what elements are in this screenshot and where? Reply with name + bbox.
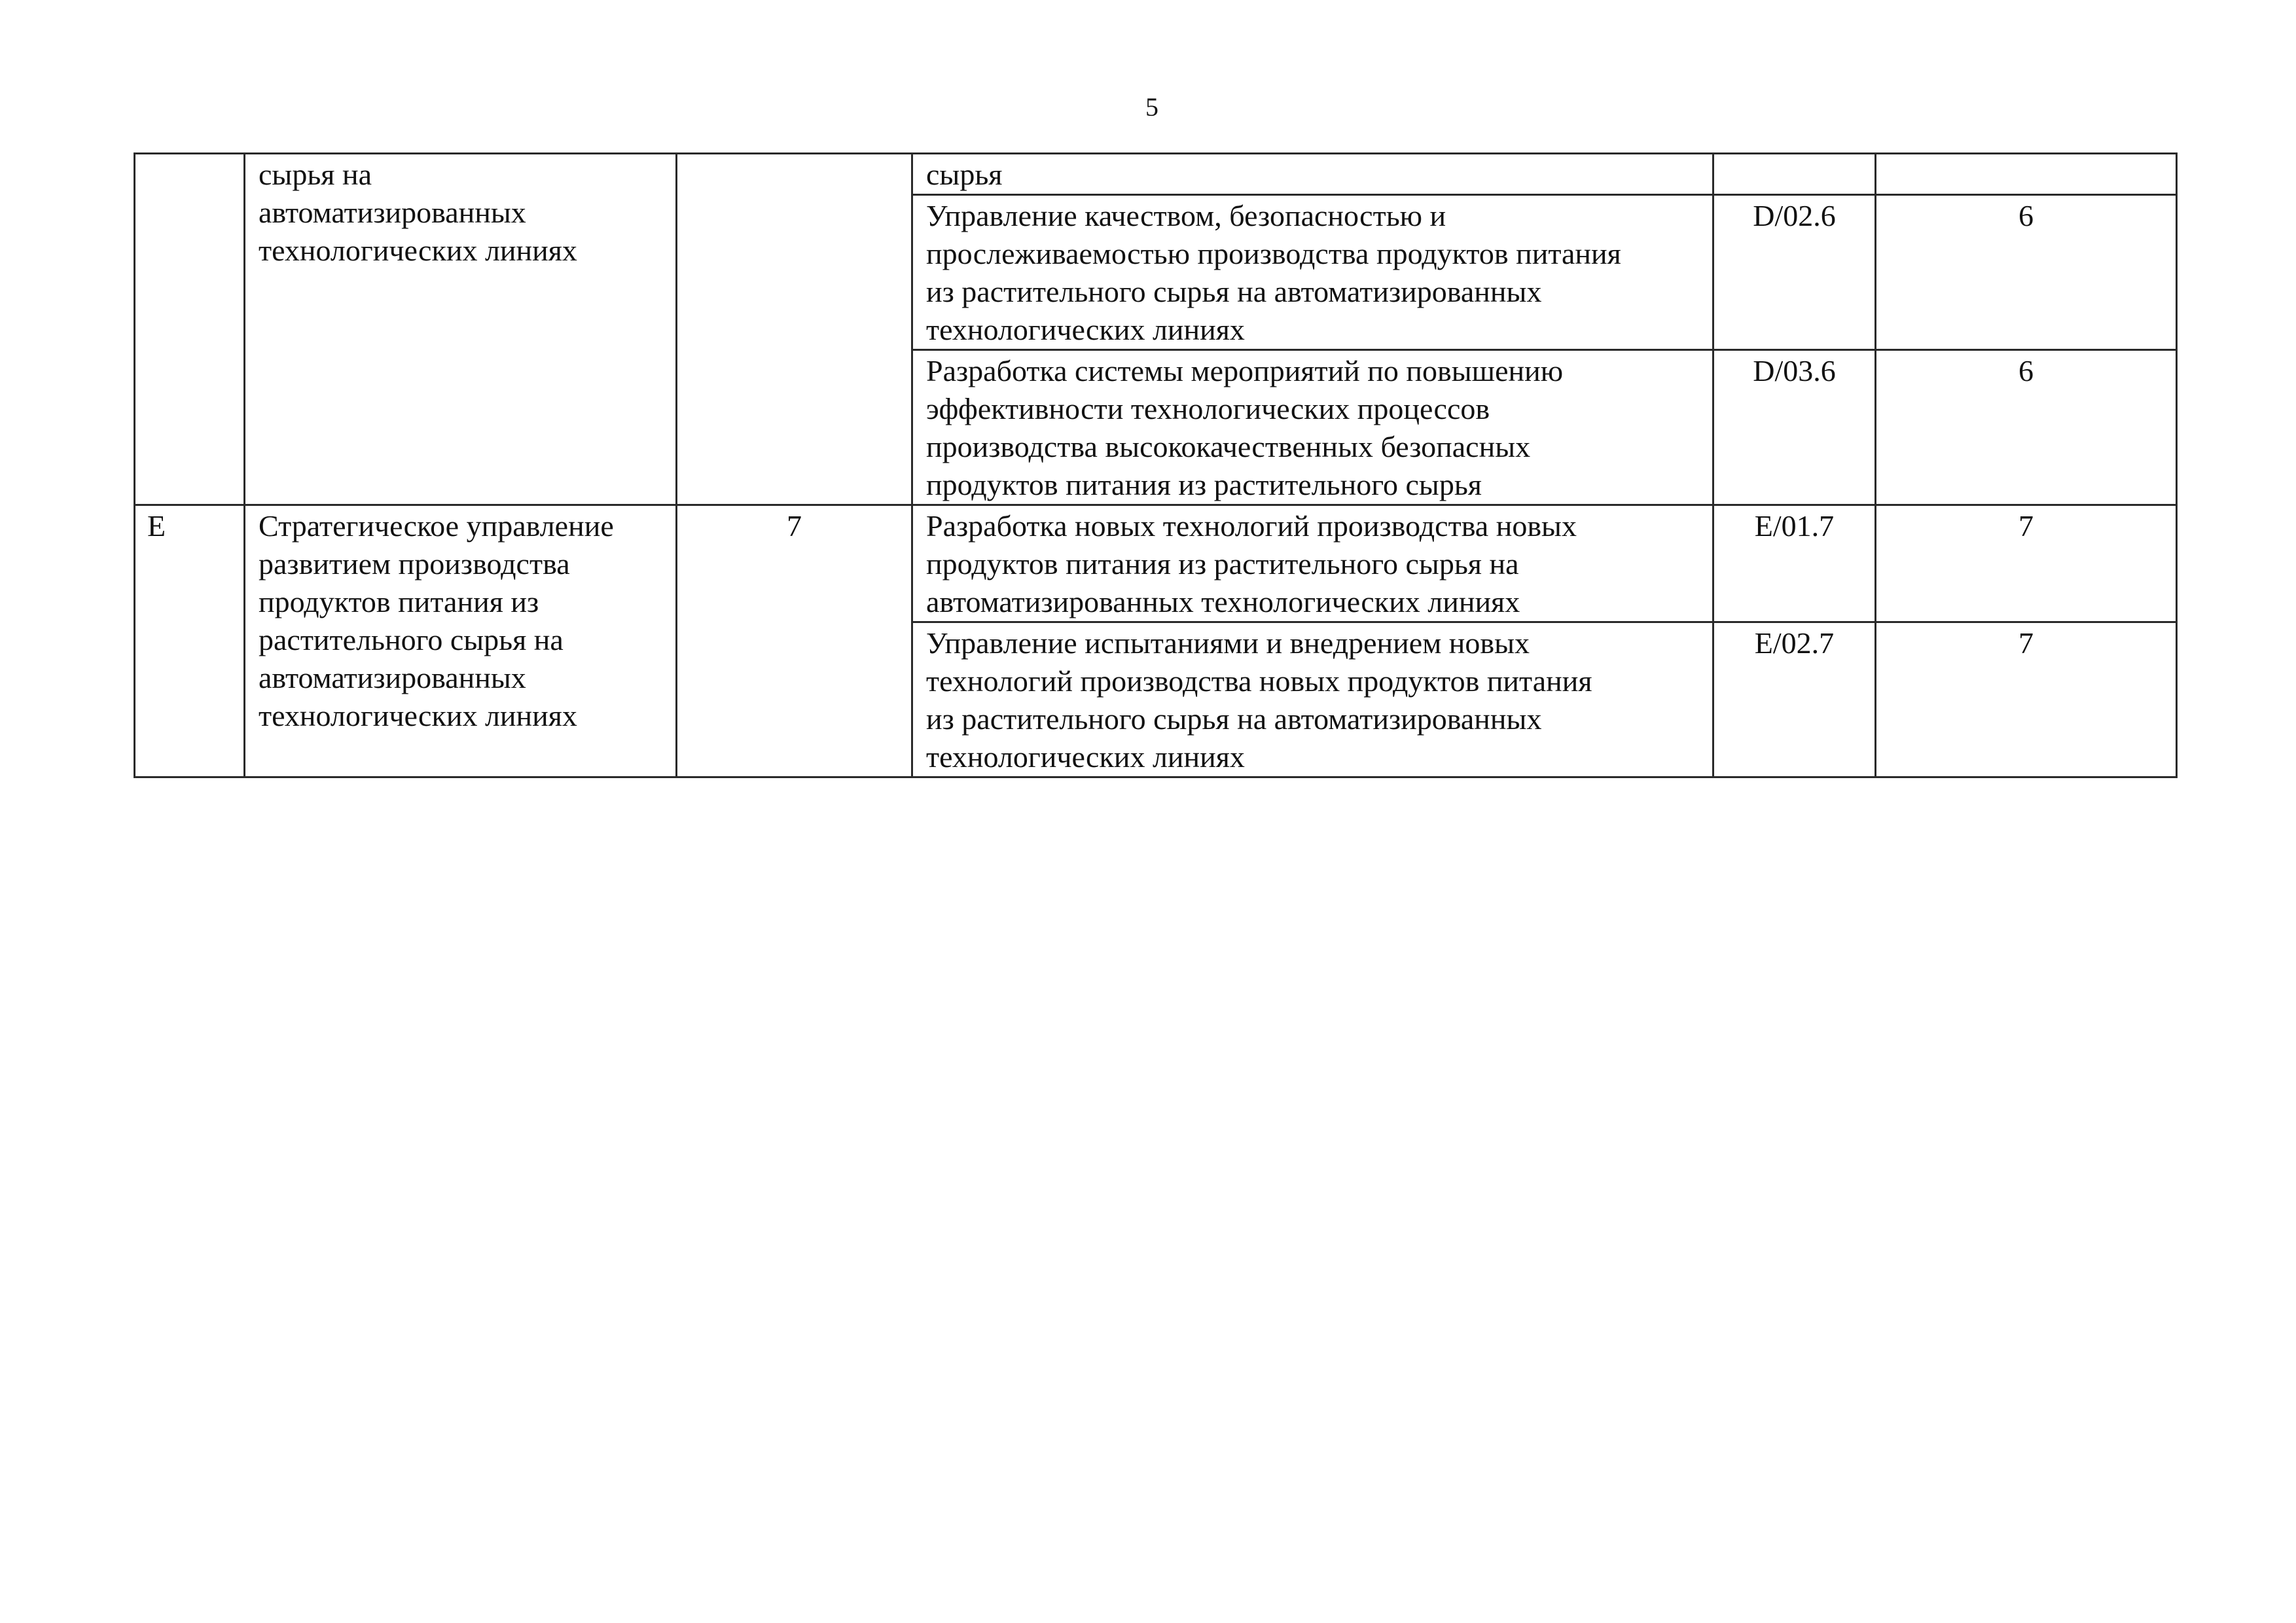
code-cell: D/02.6 [1713, 195, 1876, 350]
function-cell: Управление качеством, безопасностью и прослеживаемостью производства продуктов питания из растительного сырья на автоматизированных технологических линиях [912, 195, 1713, 350]
function-cell: Разработка системы мероприятий по повышению эффективности технологических процессов производства высококачественных безопасных продуктов питания из растительного сырья [912, 350, 1713, 505]
qualification-level-cell: 7 [677, 505, 912, 777]
qualification-level-cell [677, 154, 912, 505]
group-code-cell: E [135, 505, 245, 777]
level-cell: 6 [1876, 350, 2177, 505]
level-cell [1876, 154, 2177, 195]
functions-table [134, 152, 2178, 778]
code-cell: E/01.7 [1713, 505, 1876, 622]
level-cell: 7 [1876, 505, 2177, 622]
code-cell: D/03.6 [1713, 350, 1876, 505]
code-cell: E/02.7 [1713, 622, 1876, 777]
level-cell: 7 [1876, 622, 2177, 777]
table-row [135, 505, 2177, 622]
generalized-function-cell: сырья на автоматизированных технологических линиях [245, 154, 677, 505]
function-cell: Разработка новых технологий производства новых продуктов питания из растительного сырья на автоматизированных технологических линиях [912, 505, 1713, 622]
generalized-function-cell: Стратегическое управление развитием производства продуктов питания из растительного сырья на автоматизированных технологических линиях [245, 505, 677, 777]
function-cell: Управление испытаниями и внедрением новых технологий производства новых продуктов питания из растительного сырья на автоматизированных технологических линиях [912, 622, 1713, 777]
table-row [135, 154, 2177, 195]
group-code-cell [135, 154, 245, 505]
code-cell [1713, 154, 1876, 195]
level-cell: 6 [1876, 195, 2177, 350]
page-number: 5 [1145, 92, 1158, 122]
function-cell: сырья [912, 154, 1713, 195]
